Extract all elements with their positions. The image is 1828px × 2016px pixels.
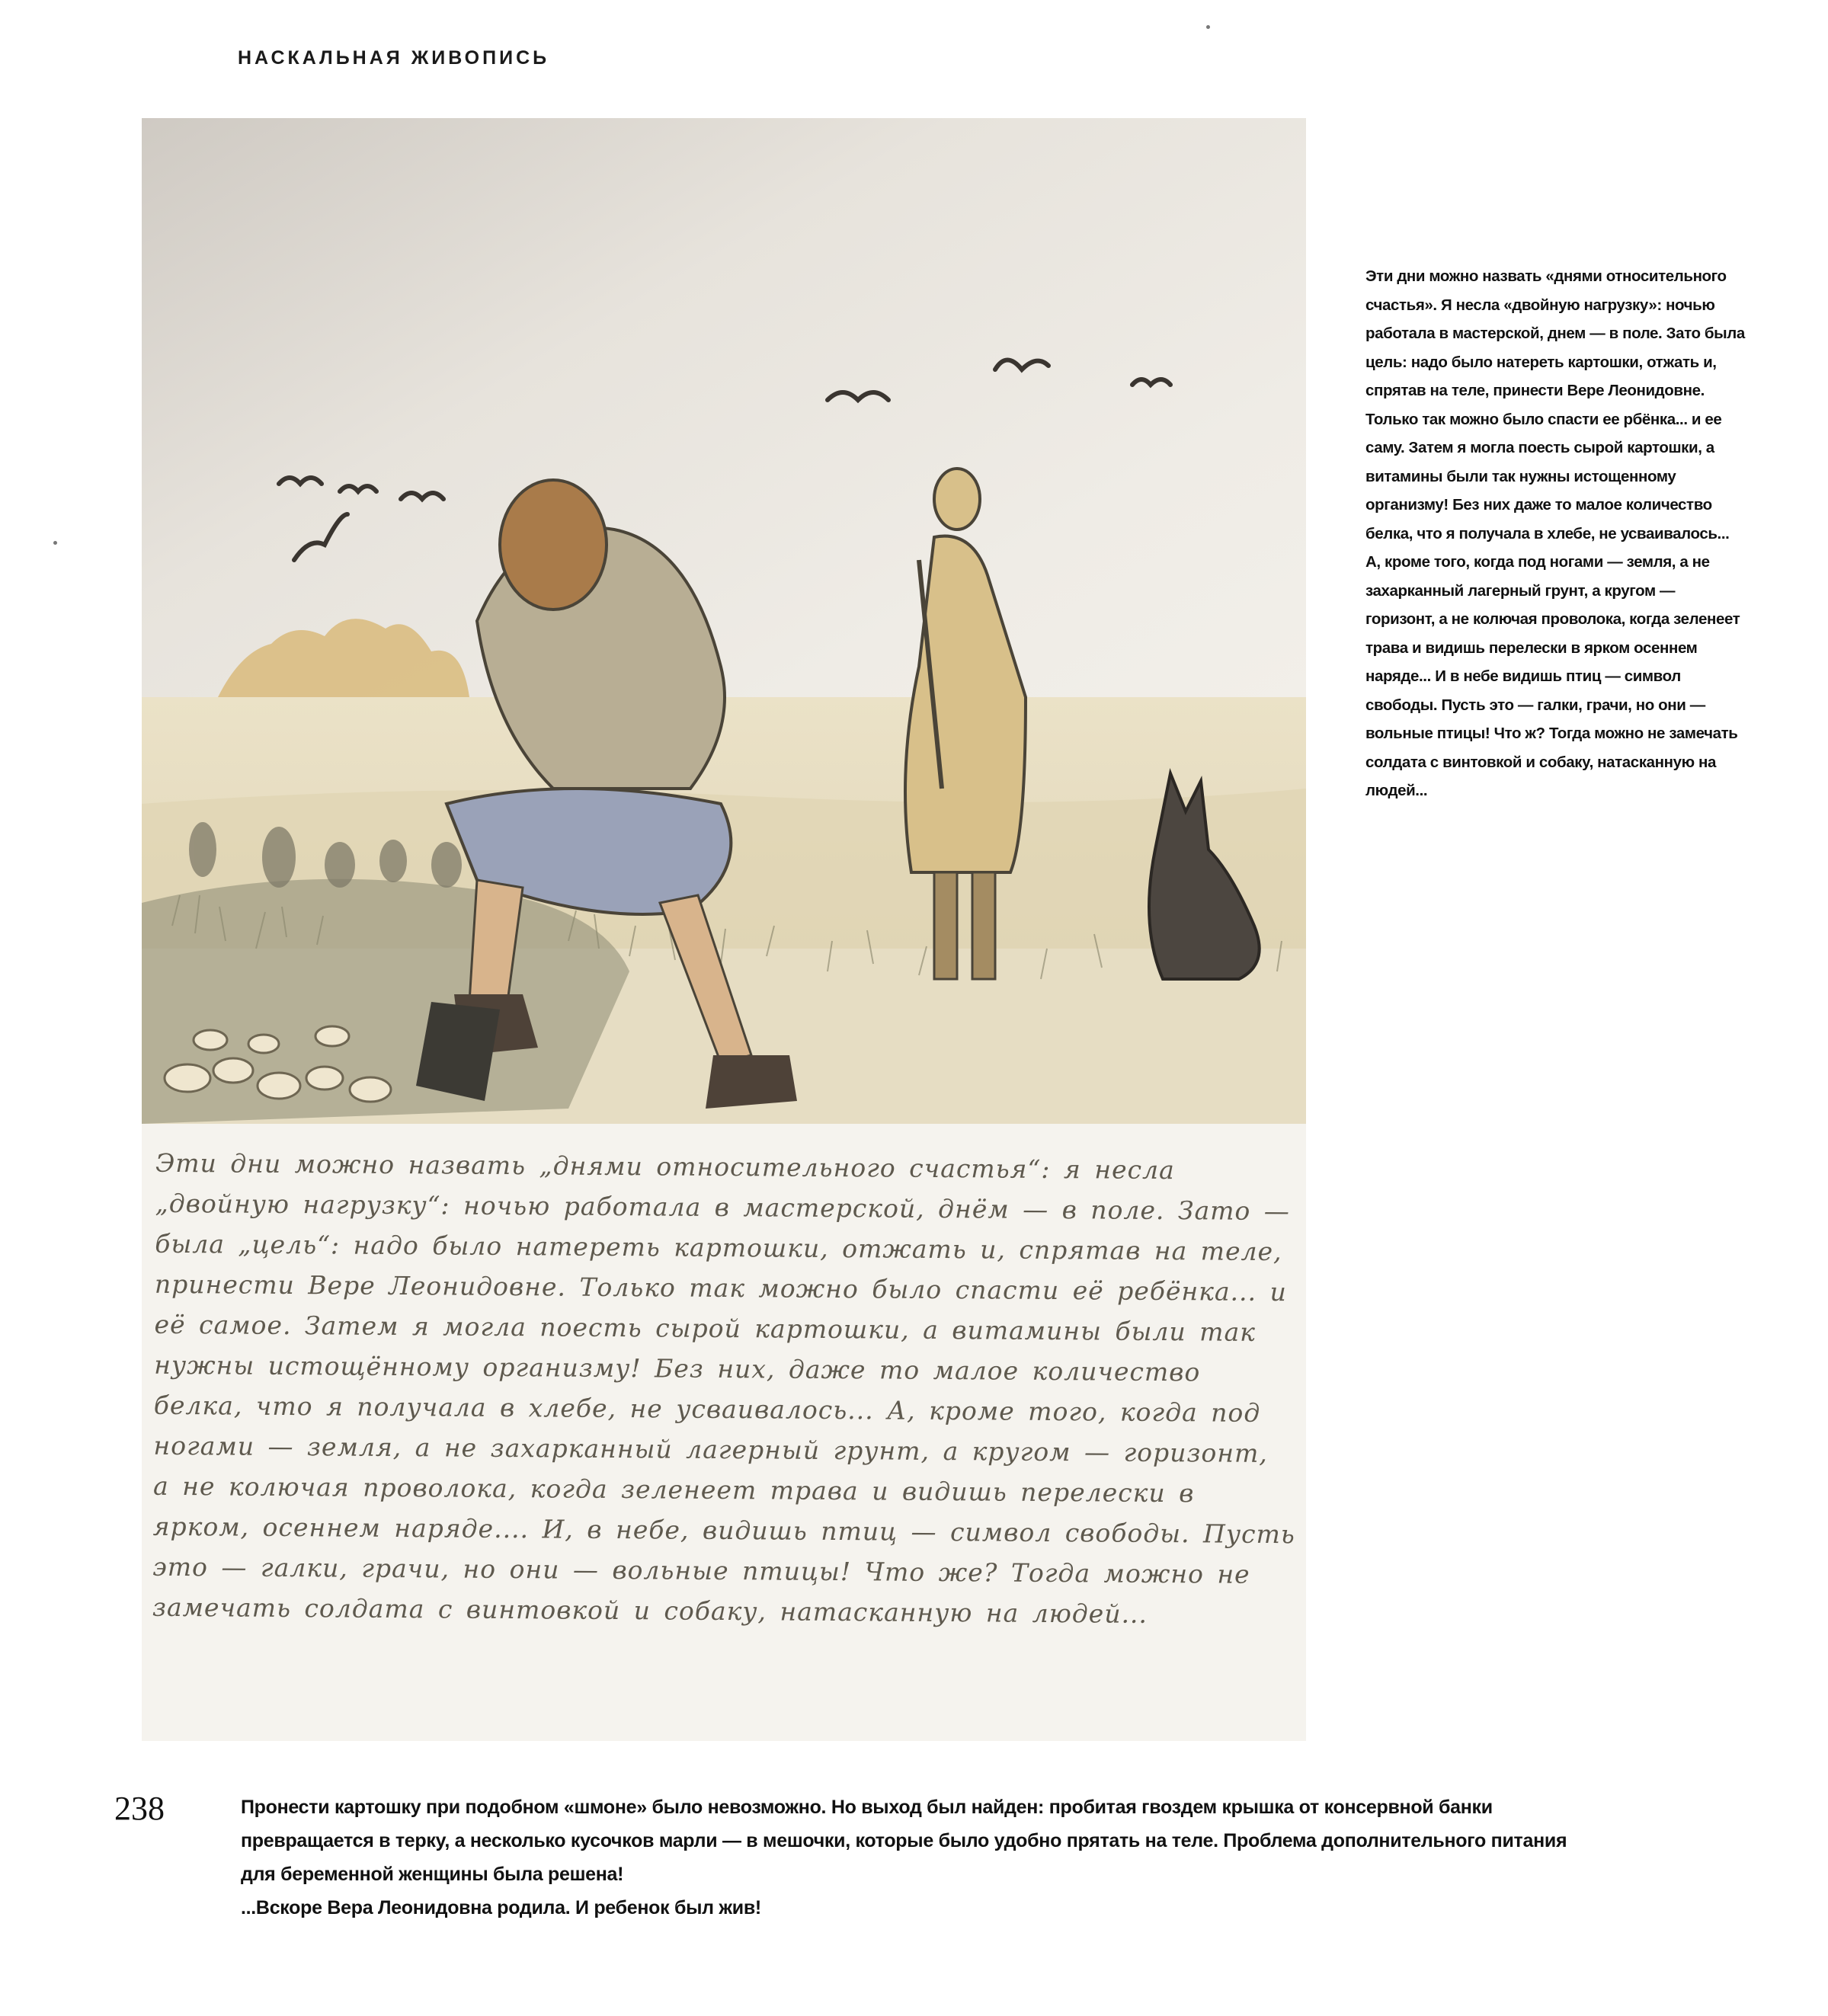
handwritten-caption: Эти дни можно назвать „днями относительного счастья“: я несла „двойную нагрузку“: ночью работала в мастерской, днём — в поле. Зато — была „цель“: надо было натереть картошки, отжать и, спрятав на теле, принести Вере Леонидовне. Только так можно было спасти её ребёнка... и её самое. Затем я могла поесть сырой картошки, а витамины были так нужны истощённому организму! Без них, даже то малое количество белка, что я получала в хлебе, не усваивалось... А, кроме того, когда под ногами — земля, а не захарканный лагерный грунт, а кругом — горизонт, а не колючая проволока, когда зеленеет трава и видишь перелески в ярком, осеннем наряде.... И, в небе, видишь птиц — символ свободы. Пусть это — галки, грачи, но они — вольные птицы! Что же? Тогда можно не замечать солдата с винтовкой и собаку, натасканную на людей... [152,1147,1295,1629]
running-head: НАСКАЛЬНАЯ ЖИВОПИСЬ [238,47,550,69]
side-text: Эти дни можно назвать «днями относительного счастья». Я несла «двойную нагрузку»: ночью работала в мастерской, днем — в поле. Зато была цель: надо было натереть картошки, отжать и, спрятав на теле, принести Вере Леонидовне. Только так можно было спасти ее рбёнка... и ее саму. Затем я могла поесть сырой картошки, а витамины были так нужны истощенному организму! Без них даже то малое количество белка, что я получала в хлебе, не усваивалось... А, кроме того, когда под ногами — земля, а не захарканный лагерный грунт, а кругом — горизонт, а не колючая проволока, когда зеленеет трава и видишь перелески в ярком осеннем наряде... И в небе видишь птиц — символ свободы. Пусть это — галки, грачи, но они — вольные птицы! Что ж? Тогда можно не замечать солдата с винтовкой и собаку, натасканную на людей... [1365,267,1745,799]
caption-paragraph: Пронести картошку при подобном «шмоне» было невозможно. Но выход был найден: пробитая гвоздем крышка от консервной банки превращается в терку, а несколько кусочков марли — в мешочки, которые было удобно прятать на теле. Проблема дополнительного питания для беременной женщины была решена! [241,1797,1567,1885]
illustration-plate [142,118,1306,1741]
caption-paragraph: ...Вскоре Вера Леонидовна родила. И ребенок был жив! [241,1897,761,1918]
print-speck [53,541,57,545]
print-speck [1206,25,1210,29]
page-number: 238 [114,1790,165,1827]
caption [241,1790,1582,1925]
